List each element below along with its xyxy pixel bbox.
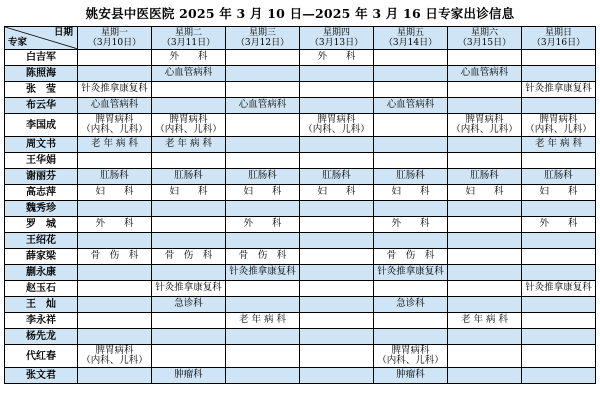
schedule-cell — [522, 185, 596, 201]
department-label: 肿瘤科 — [174, 369, 203, 381]
schedule-cell — [78, 201, 152, 217]
schedule-cell — [374, 233, 448, 249]
table-row — [5, 50, 596, 66]
schedule-cell — [522, 153, 596, 169]
expert-name: 王华娟 — [5, 153, 78, 169]
schedule-cell — [448, 201, 522, 217]
schedule-cell — [226, 153, 300, 169]
schedule-cell — [374, 82, 448, 98]
schedule-cell — [226, 265, 300, 281]
schedule-cell — [374, 265, 448, 281]
expert-name: 布云华 — [5, 98, 78, 114]
table-header-row — [5, 27, 596, 50]
schedule-cell — [152, 82, 226, 98]
schedule-cell — [78, 66, 152, 82]
weekday-label: 星期一 — [100, 27, 128, 38]
department-sublabel: （内科、儿科） — [81, 124, 148, 135]
department-sublabel: （内科、儿科） — [377, 355, 444, 366]
schedule-cell — [152, 281, 226, 297]
schedule-cell — [374, 201, 448, 217]
schedule-cell — [152, 185, 226, 201]
department-label: 肿瘤科 — [396, 369, 425, 381]
schedule-cell — [522, 313, 596, 329]
schedule-cell — [78, 98, 152, 114]
department-sublabel: （内科、儿科） — [525, 124, 592, 135]
schedule-cell — [300, 201, 374, 217]
table-row — [5, 265, 596, 281]
expert-name: 赵玉石 — [5, 281, 78, 297]
schedule-cell — [300, 66, 374, 82]
table-row — [5, 153, 596, 169]
date-label: （3月15日） — [457, 38, 512, 48]
schedule-cell — [448, 297, 522, 313]
schedule-cell — [374, 153, 448, 169]
table-row — [5, 233, 596, 249]
expert-name: 魏秀珍 — [5, 201, 78, 217]
schedule-cell — [448, 265, 522, 281]
weekday-label: 星期二 — [174, 27, 202, 38]
schedule-cell — [374, 249, 448, 265]
schedule-cell — [448, 345, 522, 368]
table-row — [5, 114, 596, 137]
department-label: 外 科 — [243, 218, 282, 230]
schedule-cell — [78, 265, 152, 281]
department-label: 心血管病科 — [460, 67, 509, 79]
schedule-cell — [448, 185, 522, 201]
department-sublabel: （内科、儿科） — [451, 124, 518, 135]
schedule-cell — [78, 153, 152, 169]
table-row — [5, 82, 596, 98]
schedule-cell — [448, 281, 522, 297]
schedule-cell — [152, 66, 226, 82]
department-label: 骨 伤 科 — [386, 250, 435, 262]
expert-name: 陈照海 — [5, 66, 78, 82]
department-label: 肛肠科 — [470, 170, 499, 182]
schedule-cell — [300, 249, 374, 265]
schedule-cell — [300, 297, 374, 313]
schedule-cell — [78, 50, 152, 66]
schedule-cell — [522, 368, 596, 384]
table-row — [5, 201, 596, 217]
department-label: 老 年 病 科 — [534, 138, 583, 150]
schedule-cell — [152, 249, 226, 265]
department-label: 外 科 — [539, 218, 578, 230]
department-label: 心血管病科 — [238, 99, 287, 111]
schedule-cell — [152, 233, 226, 249]
schedule-cell — [226, 66, 300, 82]
department-label: 脾胃病科 — [465, 113, 504, 125]
schedule-cell — [448, 329, 522, 345]
schedule-cell — [300, 281, 374, 297]
day-header-3 — [226, 27, 300, 50]
schedule-cell — [78, 137, 152, 153]
schedule-cell — [300, 114, 374, 137]
day-header-4 — [300, 27, 374, 50]
schedule-cell — [300, 185, 374, 201]
department-label: 老 年 病 科 — [238, 314, 287, 326]
department-label: 妇 科 — [169, 186, 208, 198]
table-row — [5, 169, 596, 185]
schedule-cell — [374, 368, 448, 384]
schedule-cell — [226, 368, 300, 384]
schedule-cell — [374, 185, 448, 201]
expert-name: 罗 城 — [5, 217, 78, 233]
table-row — [5, 137, 596, 153]
schedule-cell — [152, 329, 226, 345]
schedule-cell — [78, 345, 152, 368]
department-label: 针灸推拿康复科 — [525, 83, 592, 95]
department-label: 肛肠科 — [544, 170, 573, 182]
schedule-cell — [448, 169, 522, 185]
expert-name: 周文书 — [5, 137, 78, 153]
department-label: 骨 伤 科 — [90, 250, 139, 262]
department-label: 肛肠科 — [174, 170, 203, 182]
department-label: 老 年 病 科 — [460, 314, 509, 326]
schedule-cell — [152, 153, 226, 169]
department-label: 脾胃病科 — [95, 113, 134, 125]
department-label: 脾胃病科 — [391, 344, 430, 356]
schedule-cell — [374, 345, 448, 368]
department-sublabel: （内科、儿科） — [155, 124, 222, 135]
date-axis-label: 日期 — [53, 27, 73, 38]
schedule-cell — [78, 114, 152, 137]
expert-name: 薛家梁 — [5, 249, 78, 265]
expert-name: 高志萍 — [5, 185, 78, 201]
schedule-cell — [226, 329, 300, 345]
schedule-cell — [78, 217, 152, 233]
schedule-cell — [374, 137, 448, 153]
weekday-label: 星期日 — [544, 27, 572, 38]
schedule-table — [4, 26, 596, 384]
schedule-cell — [300, 217, 374, 233]
schedule-cell — [226, 50, 300, 66]
schedule-cell — [152, 169, 226, 185]
schedule-cell — [226, 114, 300, 137]
schedule-cell — [374, 297, 448, 313]
schedule-cell — [300, 153, 374, 169]
schedule-cell — [300, 265, 374, 281]
schedule-cell — [522, 329, 596, 345]
department-label: 针灸推拿康复科 — [229, 266, 296, 278]
schedule-cell — [78, 233, 152, 249]
schedule-cell — [448, 313, 522, 329]
schedule-cell — [78, 281, 152, 297]
schedule-cell — [522, 114, 596, 137]
schedule-cell — [448, 368, 522, 384]
schedule-cell — [522, 98, 596, 114]
department-label: 针灸推拿康复科 — [81, 83, 148, 95]
day-header-5 — [374, 27, 448, 50]
department-label: 骨 伤 科 — [238, 250, 287, 262]
expert-name: 张 莹 — [5, 82, 78, 98]
schedule-cell — [226, 217, 300, 233]
schedule-cell — [300, 345, 374, 368]
schedule-cell — [152, 50, 226, 66]
schedule-cell — [226, 201, 300, 217]
schedule-cell — [522, 82, 596, 98]
date-label: （3月10日） — [87, 38, 142, 48]
expert-name: 李国成 — [5, 114, 78, 137]
schedule-cell — [522, 265, 596, 281]
schedule-cell — [448, 153, 522, 169]
schedule-cell — [226, 233, 300, 249]
expert-name: 王 灿 — [5, 297, 78, 313]
department-label: 外 科 — [317, 51, 356, 63]
department-label: 骨 伤 科 — [164, 250, 213, 262]
schedule-cell — [522, 169, 596, 185]
schedule-cell — [78, 313, 152, 329]
table-row — [5, 281, 596, 297]
department-label: 心血管病科 — [386, 99, 435, 111]
department-label: 老 年 病 科 — [90, 138, 139, 150]
table-row — [5, 297, 596, 313]
schedule-cell — [448, 114, 522, 137]
department-label: 妇 科 — [465, 186, 504, 198]
table-row — [5, 98, 596, 114]
expert-name: 王绍花 — [5, 233, 78, 249]
schedule-cell — [152, 201, 226, 217]
date-label: （3月14日） — [383, 38, 438, 48]
schedule-cell — [226, 82, 300, 98]
schedule-cell — [152, 137, 226, 153]
department-label: 肛肠科 — [100, 170, 129, 182]
department-label: 脾胃病科 — [169, 113, 208, 125]
schedule-cell — [300, 233, 374, 249]
schedule-cell — [374, 281, 448, 297]
schedule-cell — [78, 329, 152, 345]
department-label: 心血管病科 — [90, 99, 139, 111]
schedule-cell — [522, 217, 596, 233]
date-label: （3月11日） — [161, 38, 216, 48]
schedule-cell — [152, 297, 226, 313]
date-label: （3月13日） — [309, 38, 364, 48]
expert-axis-label: 专家 — [8, 37, 28, 48]
expert-name: 谢丽芬 — [5, 169, 78, 185]
day-header-6 — [448, 27, 522, 50]
department-label: 急诊科 — [396, 298, 425, 310]
department-label: 肛肠科 — [322, 170, 351, 182]
expert-name: 张文君 — [5, 368, 78, 384]
department-label: 妇 科 — [95, 186, 134, 198]
schedule-cell — [374, 329, 448, 345]
schedule-cell — [226, 98, 300, 114]
expert-name: 李永祥 — [5, 313, 78, 329]
schedule-cell — [78, 368, 152, 384]
expert-name: 杨先龙 — [5, 329, 78, 345]
table-row — [5, 368, 596, 384]
table-row — [5, 345, 596, 368]
department-label: 脾胃病科 — [539, 113, 578, 125]
schedule-cell — [522, 297, 596, 313]
weekday-label: 星期三 — [248, 27, 276, 38]
schedule-cell — [448, 249, 522, 265]
schedule-cell — [226, 137, 300, 153]
schedule-cell — [226, 281, 300, 297]
department-label: 妇 科 — [391, 186, 430, 198]
department-label: 老 年 病 科 — [164, 138, 213, 150]
schedule-cell — [78, 82, 152, 98]
department-label: 外 科 — [391, 218, 430, 230]
schedule-cell — [226, 185, 300, 201]
day-header-1 — [78, 27, 152, 50]
day-header-7 — [522, 27, 596, 50]
schedule-cell — [448, 66, 522, 82]
schedule-cell — [78, 297, 152, 313]
schedule-cell — [522, 201, 596, 217]
schedule-cell — [448, 217, 522, 233]
schedule-cell — [374, 66, 448, 82]
schedule-cell — [152, 98, 226, 114]
schedule-cell — [448, 233, 522, 249]
schedule-cell — [226, 313, 300, 329]
schedule-cell — [78, 169, 152, 185]
header-corner-cell — [5, 27, 78, 50]
schedule-cell — [448, 82, 522, 98]
table-row — [5, 217, 596, 233]
schedule-cell — [152, 114, 226, 137]
page-title: 姚安县中医医院 2025 年 3 月 10 日—2025 年 3 月 16 日专家出诊信息 — [85, 6, 515, 21]
schedule-cell — [300, 82, 374, 98]
schedule-cell — [522, 233, 596, 249]
schedule-cell — [448, 137, 522, 153]
department-label: 妇 科 — [539, 186, 578, 198]
schedule-cell — [374, 50, 448, 66]
schedule-cell — [226, 297, 300, 313]
schedule-cell — [374, 114, 448, 137]
schedule-cell — [78, 185, 152, 201]
department-label: 心血管病科 — [164, 67, 213, 79]
department-label: 针灸推拿康复科 — [525, 282, 592, 294]
schedule-cell — [226, 345, 300, 368]
expert-name: 白吉军 — [5, 50, 78, 66]
schedule-cell — [78, 249, 152, 265]
department-label: 脾胃病科 — [317, 113, 356, 125]
schedule-cell — [374, 313, 448, 329]
schedule-cell — [374, 169, 448, 185]
schedule-cell — [522, 345, 596, 368]
schedule-cell — [152, 217, 226, 233]
department-label: 针灸推拿康复科 — [377, 266, 444, 278]
department-label: 针灸推拿康复科 — [155, 282, 222, 294]
schedule-cell — [300, 98, 374, 114]
schedule-cell — [300, 50, 374, 66]
schedule-cell — [300, 313, 374, 329]
department-sublabel: （内科、儿科） — [303, 124, 370, 135]
schedule-cell — [152, 368, 226, 384]
schedule-cell — [522, 50, 596, 66]
schedule-cell — [226, 249, 300, 265]
schedule-cell — [300, 169, 374, 185]
schedule-cell — [522, 249, 596, 265]
department-label: 肛肠科 — [248, 170, 277, 182]
department-label: 脾胃病科 — [95, 344, 134, 356]
department-label: 外 科 — [169, 51, 208, 63]
schedule-cell — [300, 368, 374, 384]
department-label: 肛肠科 — [396, 170, 425, 182]
schedule-cell — [300, 329, 374, 345]
department-label: 外 科 — [95, 218, 134, 230]
schedule-cell — [226, 169, 300, 185]
date-label: （3月16日） — [531, 38, 586, 48]
weekday-label: 星期五 — [396, 27, 424, 38]
department-label: 妇 科 — [317, 186, 356, 198]
schedule-cell — [152, 313, 226, 329]
date-label: （3月12日） — [235, 38, 290, 48]
table-row — [5, 249, 596, 265]
table-row — [5, 66, 596, 82]
schedule-cell — [448, 50, 522, 66]
table-row — [5, 313, 596, 329]
schedule-cell — [374, 98, 448, 114]
schedule-cell — [374, 217, 448, 233]
schedule-cell — [300, 137, 374, 153]
department-label: 急诊科 — [174, 298, 203, 310]
expert-name: 蒯永康 — [5, 265, 78, 281]
department-sublabel: （内科、儿科） — [81, 355, 148, 366]
schedule-cell — [522, 281, 596, 297]
schedule-cell — [522, 66, 596, 82]
schedule-cell — [152, 265, 226, 281]
expert-name: 代红春 — [5, 345, 78, 368]
weekday-label: 星期六 — [470, 27, 498, 38]
table-row — [5, 185, 596, 201]
day-header-2 — [152, 27, 226, 50]
schedule-cell — [522, 137, 596, 153]
department-label: 妇 科 — [243, 186, 282, 198]
weekday-label: 星期四 — [322, 27, 350, 38]
schedule-cell — [152, 345, 226, 368]
schedule-cell — [448, 98, 522, 114]
table-row — [5, 329, 596, 345]
